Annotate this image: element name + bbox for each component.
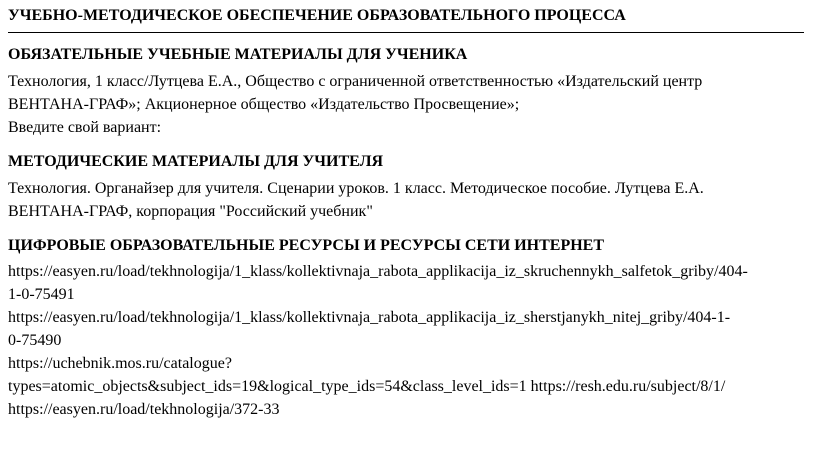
resource-link-line[interactable]: https://easyen.ru/load/tekhnologija/1_klass/kollektivnaja_rabota_applikacija_iz_skruchennykh_salfetok_griby/404- [8,263,748,280]
student-materials-heading: ОБЯЗАТЕЛЬНЫЕ УЧЕБНЫЕ МАТЕРИАЛЫ ДЛЯ УЧЕНИКА [8,46,468,63]
text-line: Технология, 1 класс/Лутцева Е.А., Общество с ограниченной ответственностью «Издательский центр [8,73,703,90]
text-line: ВЕНТАНА-ГРАФ»; Акционерное общество «Издательство Просвещение»; [8,96,520,113]
resource-link-line[interactable]: 0-75490 [8,332,62,349]
text-line: Технология. Органайзер для учителя. Сценарии уроков. 1 класс. Методическое пособие. Лутцева Е.А. [8,180,704,197]
document-title: УЧЕБНО-МЕТОДИЧЕСКОЕ ОБЕСПЕЧЕНИЕ ОБРАЗОВАТЕЛЬНОГО ПРОЦЕССА [8,6,804,33]
resource-link-line[interactable]: https://easyen.ru/load/tekhnologija/372-33 [8,401,280,418]
document-page [8,0,804,421]
text-line: Введите свой вариант: [8,119,162,136]
digital-resources-text [8,260,804,421]
teacher-materials-text [8,177,804,223]
resource-link-line[interactable]: https://uchebnik.mos.ru/catalogue? [8,355,232,372]
teacher-materials-heading: МЕТОДИЧЕСКИЕ МАТЕРИАЛЫ ДЛЯ УЧИТЕЛЯ [8,153,384,170]
resource-link-line[interactable]: types=atomic_objects&subject_ids=19&logical_type_ids=54&class_level_ids=1 https://resh.edu.ru/subject/8/1/ [8,378,726,395]
text-line: ВЕНТАНА-ГРАФ, корпорация "Российский учебник" [8,203,373,220]
student-materials-text [8,70,804,139]
resource-link-line[interactable]: 1-0-75491 [8,286,75,303]
digital-resources-heading: ЦИФРОВЫЕ ОБРАЗОВАТЕЛЬНЫЕ РЕСУРСЫ И РЕСУРСЫ СЕТИ ИНТЕРНЕТ [8,237,604,254]
resource-link-line[interactable]: https://easyen.ru/load/tekhnologija/1_klass/kollektivnaja_rabota_applikacija_iz_sherstjanykh_nitej_griby/404-1- [8,309,731,326]
